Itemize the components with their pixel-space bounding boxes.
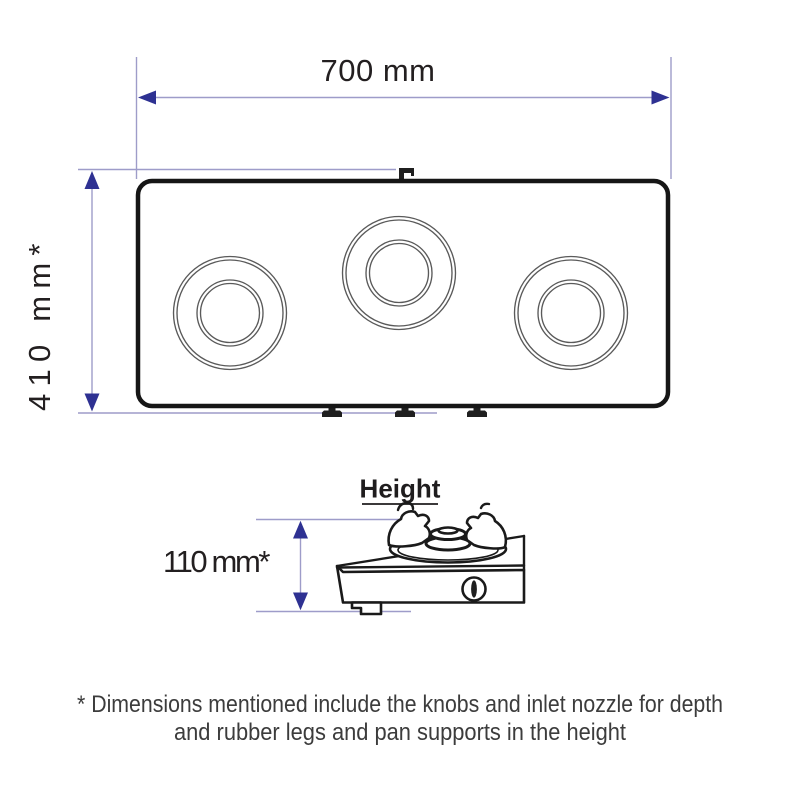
depth-arrowhead-top (85, 171, 100, 189)
width-dimension (137, 53, 672, 179)
side-knob-slot (471, 580, 477, 597)
depth-arrowhead-bottom (85, 394, 100, 412)
side-pan-support-back-left (398, 503, 413, 510)
side-front-panel (337, 566, 524, 603)
side-pan-support-back-right (481, 504, 489, 508)
height-dimension-label: 110 mm* (163, 544, 271, 579)
side-top-front-edge (337, 566, 524, 568)
depth-dimension-label: 410 mm* (22, 243, 57, 411)
width-dimension-label: 700 mm (320, 53, 436, 88)
width-arrowhead-right (652, 91, 670, 105)
side-rubber-foot (352, 603, 381, 615)
footnote-line-1: * Dimensions mentioned include the knobs and inlet nozzle for depth (77, 691, 723, 718)
side-pan-support-left (389, 511, 430, 546)
footnote-line-2: and rubber legs and pan supports in the height (174, 719, 627, 746)
side-pan-support-right (466, 513, 506, 548)
footnote (77, 691, 723, 746)
width-arrowhead-left (138, 91, 156, 105)
stove-top-view (138, 168, 668, 417)
height-arrowhead-bottom (293, 593, 308, 611)
height-arrowhead-top (293, 521, 308, 539)
side-burner-cap (439, 528, 458, 534)
height-section-title: Height (359, 473, 441, 504)
stove-top-outline (138, 181, 668, 406)
